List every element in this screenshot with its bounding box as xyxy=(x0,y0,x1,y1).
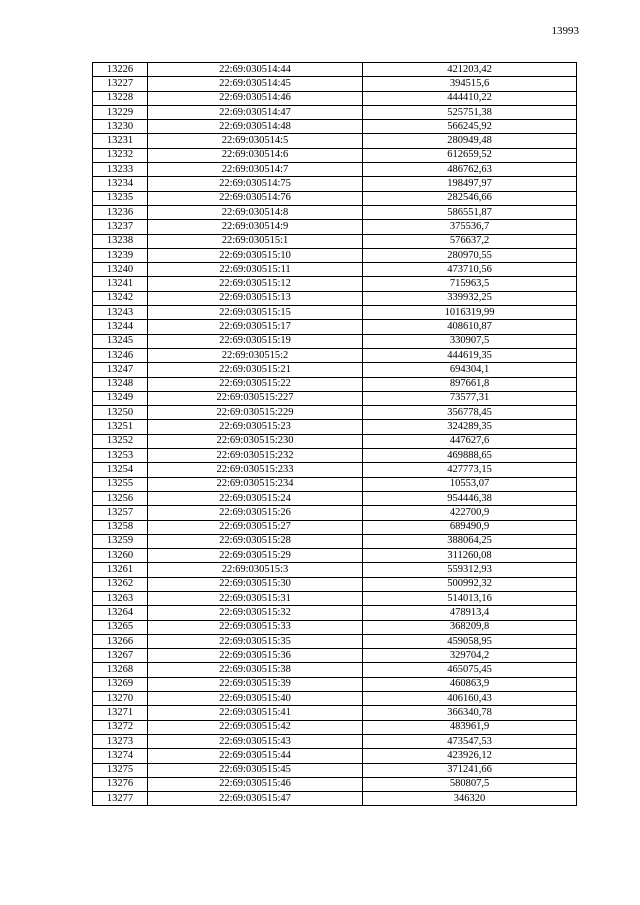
cadastral-number-cell: 22:69:030514:48 xyxy=(148,120,363,134)
table-row xyxy=(93,148,577,162)
cadastral-number-cell: 22:69:030515:29 xyxy=(148,549,363,563)
cadastral-number-cell: 22:69:030515:232 xyxy=(148,449,363,463)
value-cell: 447627,6 xyxy=(363,434,577,448)
table-row xyxy=(93,363,577,377)
cadastral-number-cell: 22:69:030514:8 xyxy=(148,205,363,219)
row-number-cell: 13242 xyxy=(93,291,148,305)
cadastral-number-cell: 22:69:030514:44 xyxy=(148,63,363,77)
cadastral-number-cell: 22:69:030515:28 xyxy=(148,534,363,548)
cadastral-number-cell: 22:69:030515:46 xyxy=(148,777,363,791)
cadastral-number-cell: 22:69:030515:12 xyxy=(148,277,363,291)
value-cell: 375536,7 xyxy=(363,220,577,234)
row-number-cell: 13231 xyxy=(93,134,148,148)
cadastral-value-table xyxy=(92,62,577,806)
value-cell: 566245,92 xyxy=(363,120,577,134)
row-number-cell: 13233 xyxy=(93,163,148,177)
row-number-cell: 13234 xyxy=(93,177,148,191)
row-number-cell: 13239 xyxy=(93,248,148,262)
row-number-cell: 13269 xyxy=(93,677,148,691)
value-cell: 282546,66 xyxy=(363,191,577,205)
cadastral-number-cell: 22:69:030515:233 xyxy=(148,463,363,477)
row-number-cell: 13237 xyxy=(93,220,148,234)
row-number-cell: 13255 xyxy=(93,477,148,491)
row-number-cell: 13252 xyxy=(93,434,148,448)
cadastral-number-cell: 22:69:030515:1 xyxy=(148,234,363,248)
row-number-cell: 13277 xyxy=(93,792,148,806)
table-row xyxy=(93,63,577,77)
table-body xyxy=(93,63,577,806)
table-row xyxy=(93,377,577,391)
row-number-cell: 13267 xyxy=(93,649,148,663)
row-number-cell: 13264 xyxy=(93,606,148,620)
row-number-cell: 13250 xyxy=(93,406,148,420)
value-cell: 689490,9 xyxy=(363,520,577,534)
value-cell: 368209,8 xyxy=(363,620,577,634)
table-row xyxy=(93,277,577,291)
value-cell: 330907,5 xyxy=(363,334,577,348)
value-cell: 427773,15 xyxy=(363,463,577,477)
value-cell: 459058,95 xyxy=(363,634,577,648)
cadastral-number-cell: 22:69:030515:3 xyxy=(148,563,363,577)
value-cell: 586551,87 xyxy=(363,205,577,219)
row-number-cell: 13272 xyxy=(93,720,148,734)
value-cell: 388064,25 xyxy=(363,534,577,548)
table-row xyxy=(93,434,577,448)
row-number-cell: 13271 xyxy=(93,706,148,720)
page-number: 13993 xyxy=(551,25,579,37)
table-row xyxy=(93,734,577,748)
table-row xyxy=(93,334,577,348)
row-number-cell: 13238 xyxy=(93,234,148,248)
row-number-cell: 13228 xyxy=(93,91,148,105)
value-cell: 576637,2 xyxy=(363,234,577,248)
value-cell: 339932,25 xyxy=(363,291,577,305)
cadastral-number-cell: 22:69:030515:2 xyxy=(148,348,363,362)
row-number-cell: 13268 xyxy=(93,663,148,677)
row-number-cell: 13226 xyxy=(93,63,148,77)
row-number-cell: 13248 xyxy=(93,377,148,391)
value-cell: 10553,07 xyxy=(363,477,577,491)
table-row xyxy=(93,234,577,248)
table-row xyxy=(93,134,577,148)
cadastral-number-cell: 22:69:030515:229 xyxy=(148,406,363,420)
table-row xyxy=(93,491,577,505)
table-row xyxy=(93,91,577,105)
cadastral-number-cell: 22:69:030515:39 xyxy=(148,677,363,691)
value-cell: 329704,2 xyxy=(363,649,577,663)
row-number-cell: 13263 xyxy=(93,591,148,605)
row-number-cell: 13262 xyxy=(93,577,148,591)
row-number-cell: 13270 xyxy=(93,692,148,706)
value-cell: 580807,5 xyxy=(363,777,577,791)
table-row xyxy=(93,792,577,806)
table-row xyxy=(93,191,577,205)
table-row xyxy=(93,649,577,663)
cadastral-number-cell: 22:69:030514:45 xyxy=(148,77,363,91)
row-number-cell: 13260 xyxy=(93,549,148,563)
value-cell: 514013,16 xyxy=(363,591,577,605)
table-row xyxy=(93,520,577,534)
value-cell: 371241,66 xyxy=(363,763,577,777)
cadastral-number-cell: 22:69:030515:15 xyxy=(148,306,363,320)
table-row xyxy=(93,606,577,620)
value-cell: 694304,1 xyxy=(363,363,577,377)
table-row xyxy=(93,248,577,262)
row-number-cell: 13276 xyxy=(93,777,148,791)
cadastral-number-cell: 22:69:030514:5 xyxy=(148,134,363,148)
row-number-cell: 13266 xyxy=(93,634,148,648)
table-row xyxy=(93,291,577,305)
cadastral-number-cell: 22:69:030515:10 xyxy=(148,248,363,262)
value-cell: 406160,43 xyxy=(363,692,577,706)
table-row xyxy=(93,677,577,691)
value-cell: 525751,38 xyxy=(363,105,577,119)
value-cell: 473710,56 xyxy=(363,263,577,277)
cadastral-number-cell: 22:69:030515:21 xyxy=(148,363,363,377)
value-cell: 421203,42 xyxy=(363,63,577,77)
row-number-cell: 13241 xyxy=(93,277,148,291)
cadastral-number-cell: 22:69:030515:26 xyxy=(148,506,363,520)
value-cell: 346320 xyxy=(363,792,577,806)
row-number-cell: 13251 xyxy=(93,420,148,434)
cadastral-number-cell: 22:69:030515:234 xyxy=(148,477,363,491)
cadastral-number-cell: 22:69:030515:30 xyxy=(148,577,363,591)
value-cell: 486762,63 xyxy=(363,163,577,177)
table-row xyxy=(93,749,577,763)
row-number-cell: 13236 xyxy=(93,205,148,219)
cadastral-number-cell: 22:69:030515:23 xyxy=(148,420,363,434)
value-cell: 444410,22 xyxy=(363,91,577,105)
cadastral-number-cell: 22:69:030515:43 xyxy=(148,734,363,748)
cadastral-number-cell: 22:69:030515:11 xyxy=(148,263,363,277)
cadastral-number-cell: 22:69:030515:17 xyxy=(148,320,363,334)
cadastral-number-cell: 22:69:030514:6 xyxy=(148,148,363,162)
cadastral-number-cell: 22:69:030514:47 xyxy=(148,105,363,119)
value-cell: 469888,65 xyxy=(363,449,577,463)
cadastral-number-cell: 22:69:030515:40 xyxy=(148,692,363,706)
row-number-cell: 13240 xyxy=(93,263,148,277)
table-row xyxy=(93,706,577,720)
table-row xyxy=(93,763,577,777)
value-cell: 394515,6 xyxy=(363,77,577,91)
table-row xyxy=(93,549,577,563)
table-row xyxy=(93,120,577,134)
table-row xyxy=(93,634,577,648)
value-cell: 483961,9 xyxy=(363,720,577,734)
value-cell: 473547,53 xyxy=(363,734,577,748)
value-cell: 1016319,99 xyxy=(363,306,577,320)
cadastral-number-cell: 22:69:030515:36 xyxy=(148,649,363,663)
cadastral-number-cell: 22:69:030515:38 xyxy=(148,663,363,677)
cadastral-number-cell: 22:69:030515:27 xyxy=(148,520,363,534)
table-row xyxy=(93,477,577,491)
cadastral-number-cell: 22:69:030515:31 xyxy=(148,591,363,605)
cadastral-number-cell: 22:69:030515:230 xyxy=(148,434,363,448)
value-cell: 559312,93 xyxy=(363,563,577,577)
cadastral-number-cell: 22:69:030514:75 xyxy=(148,177,363,191)
value-cell: 280970,55 xyxy=(363,248,577,262)
table-row xyxy=(93,620,577,634)
table-row xyxy=(93,777,577,791)
cadastral-number-cell: 22:69:030515:227 xyxy=(148,391,363,405)
cadastral-number-cell: 22:69:030514:9 xyxy=(148,220,363,234)
row-number-cell: 13261 xyxy=(93,563,148,577)
row-number-cell: 13273 xyxy=(93,734,148,748)
row-number-cell: 13265 xyxy=(93,620,148,634)
table-row xyxy=(93,348,577,362)
table-row xyxy=(93,591,577,605)
cadastral-number-cell: 22:69:030515:41 xyxy=(148,706,363,720)
cadastral-number-cell: 22:69:030514:76 xyxy=(148,191,363,205)
value-cell: 897661,8 xyxy=(363,377,577,391)
value-cell: 423926,12 xyxy=(363,749,577,763)
value-cell: 954446,38 xyxy=(363,491,577,505)
table-row xyxy=(93,563,577,577)
table-row xyxy=(93,420,577,434)
value-cell: 311260,08 xyxy=(363,549,577,563)
table-row xyxy=(93,320,577,334)
value-cell: 465075,45 xyxy=(363,663,577,677)
value-cell: 715963,5 xyxy=(363,277,577,291)
cadastral-number-cell: 22:69:030515:22 xyxy=(148,377,363,391)
value-cell: 460863,9 xyxy=(363,677,577,691)
table-row xyxy=(93,163,577,177)
row-number-cell: 13247 xyxy=(93,363,148,377)
table-row xyxy=(93,720,577,734)
value-cell: 356778,45 xyxy=(363,406,577,420)
table-row xyxy=(93,391,577,405)
row-number-cell: 13227 xyxy=(93,77,148,91)
table-row xyxy=(93,506,577,520)
value-cell: 73577,31 xyxy=(363,391,577,405)
row-number-cell: 13258 xyxy=(93,520,148,534)
value-cell: 500992,32 xyxy=(363,577,577,591)
table-row xyxy=(93,220,577,234)
cadastral-number-cell: 22:69:030515:32 xyxy=(148,606,363,620)
row-number-cell: 13254 xyxy=(93,463,148,477)
value-cell: 612659,52 xyxy=(363,148,577,162)
row-number-cell: 13230 xyxy=(93,120,148,134)
value-cell: 444619,35 xyxy=(363,348,577,362)
cadastral-number-cell: 22:69:030515:35 xyxy=(148,634,363,648)
row-number-cell: 13235 xyxy=(93,191,148,205)
row-number-cell: 13253 xyxy=(93,449,148,463)
table-row xyxy=(93,406,577,420)
table-row xyxy=(93,663,577,677)
value-cell: 408610,87 xyxy=(363,320,577,334)
value-cell: 422700,9 xyxy=(363,506,577,520)
cadastral-number-cell: 22:69:030514:46 xyxy=(148,91,363,105)
row-number-cell: 13229 xyxy=(93,105,148,119)
table-row xyxy=(93,105,577,119)
cadastral-number-cell: 22:69:030515:47 xyxy=(148,792,363,806)
table-row xyxy=(93,263,577,277)
cadastral-number-cell: 22:69:030515:45 xyxy=(148,763,363,777)
row-number-cell: 13249 xyxy=(93,391,148,405)
row-number-cell: 13246 xyxy=(93,348,148,362)
row-number-cell: 13232 xyxy=(93,148,148,162)
row-number-cell: 13257 xyxy=(93,506,148,520)
cadastral-number-cell: 22:69:030515:13 xyxy=(148,291,363,305)
value-cell: 198497,97 xyxy=(363,177,577,191)
table-row xyxy=(93,449,577,463)
row-number-cell: 13243 xyxy=(93,306,148,320)
value-cell: 324289,35 xyxy=(363,420,577,434)
cadastral-number-cell: 22:69:030515:33 xyxy=(148,620,363,634)
table-row xyxy=(93,577,577,591)
row-number-cell: 13274 xyxy=(93,749,148,763)
value-cell: 366340,78 xyxy=(363,706,577,720)
cadastral-number-cell: 22:69:030515:19 xyxy=(148,334,363,348)
cadastral-number-cell: 22:69:030515:44 xyxy=(148,749,363,763)
table-row xyxy=(93,177,577,191)
table-row xyxy=(93,463,577,477)
table-row xyxy=(93,534,577,548)
table-row xyxy=(93,77,577,91)
row-number-cell: 13256 xyxy=(93,491,148,505)
row-number-cell: 13245 xyxy=(93,334,148,348)
cadastral-number-cell: 22:69:030515:24 xyxy=(148,491,363,505)
cadastral-number-cell: 22:69:030514:7 xyxy=(148,163,363,177)
row-number-cell: 13259 xyxy=(93,534,148,548)
value-cell: 478913,4 xyxy=(363,606,577,620)
table-row xyxy=(93,692,577,706)
table-row xyxy=(93,306,577,320)
cadastral-number-cell: 22:69:030515:42 xyxy=(148,720,363,734)
row-number-cell: 13244 xyxy=(93,320,148,334)
value-cell: 280949,48 xyxy=(363,134,577,148)
table-row xyxy=(93,205,577,219)
row-number-cell: 13275 xyxy=(93,763,148,777)
